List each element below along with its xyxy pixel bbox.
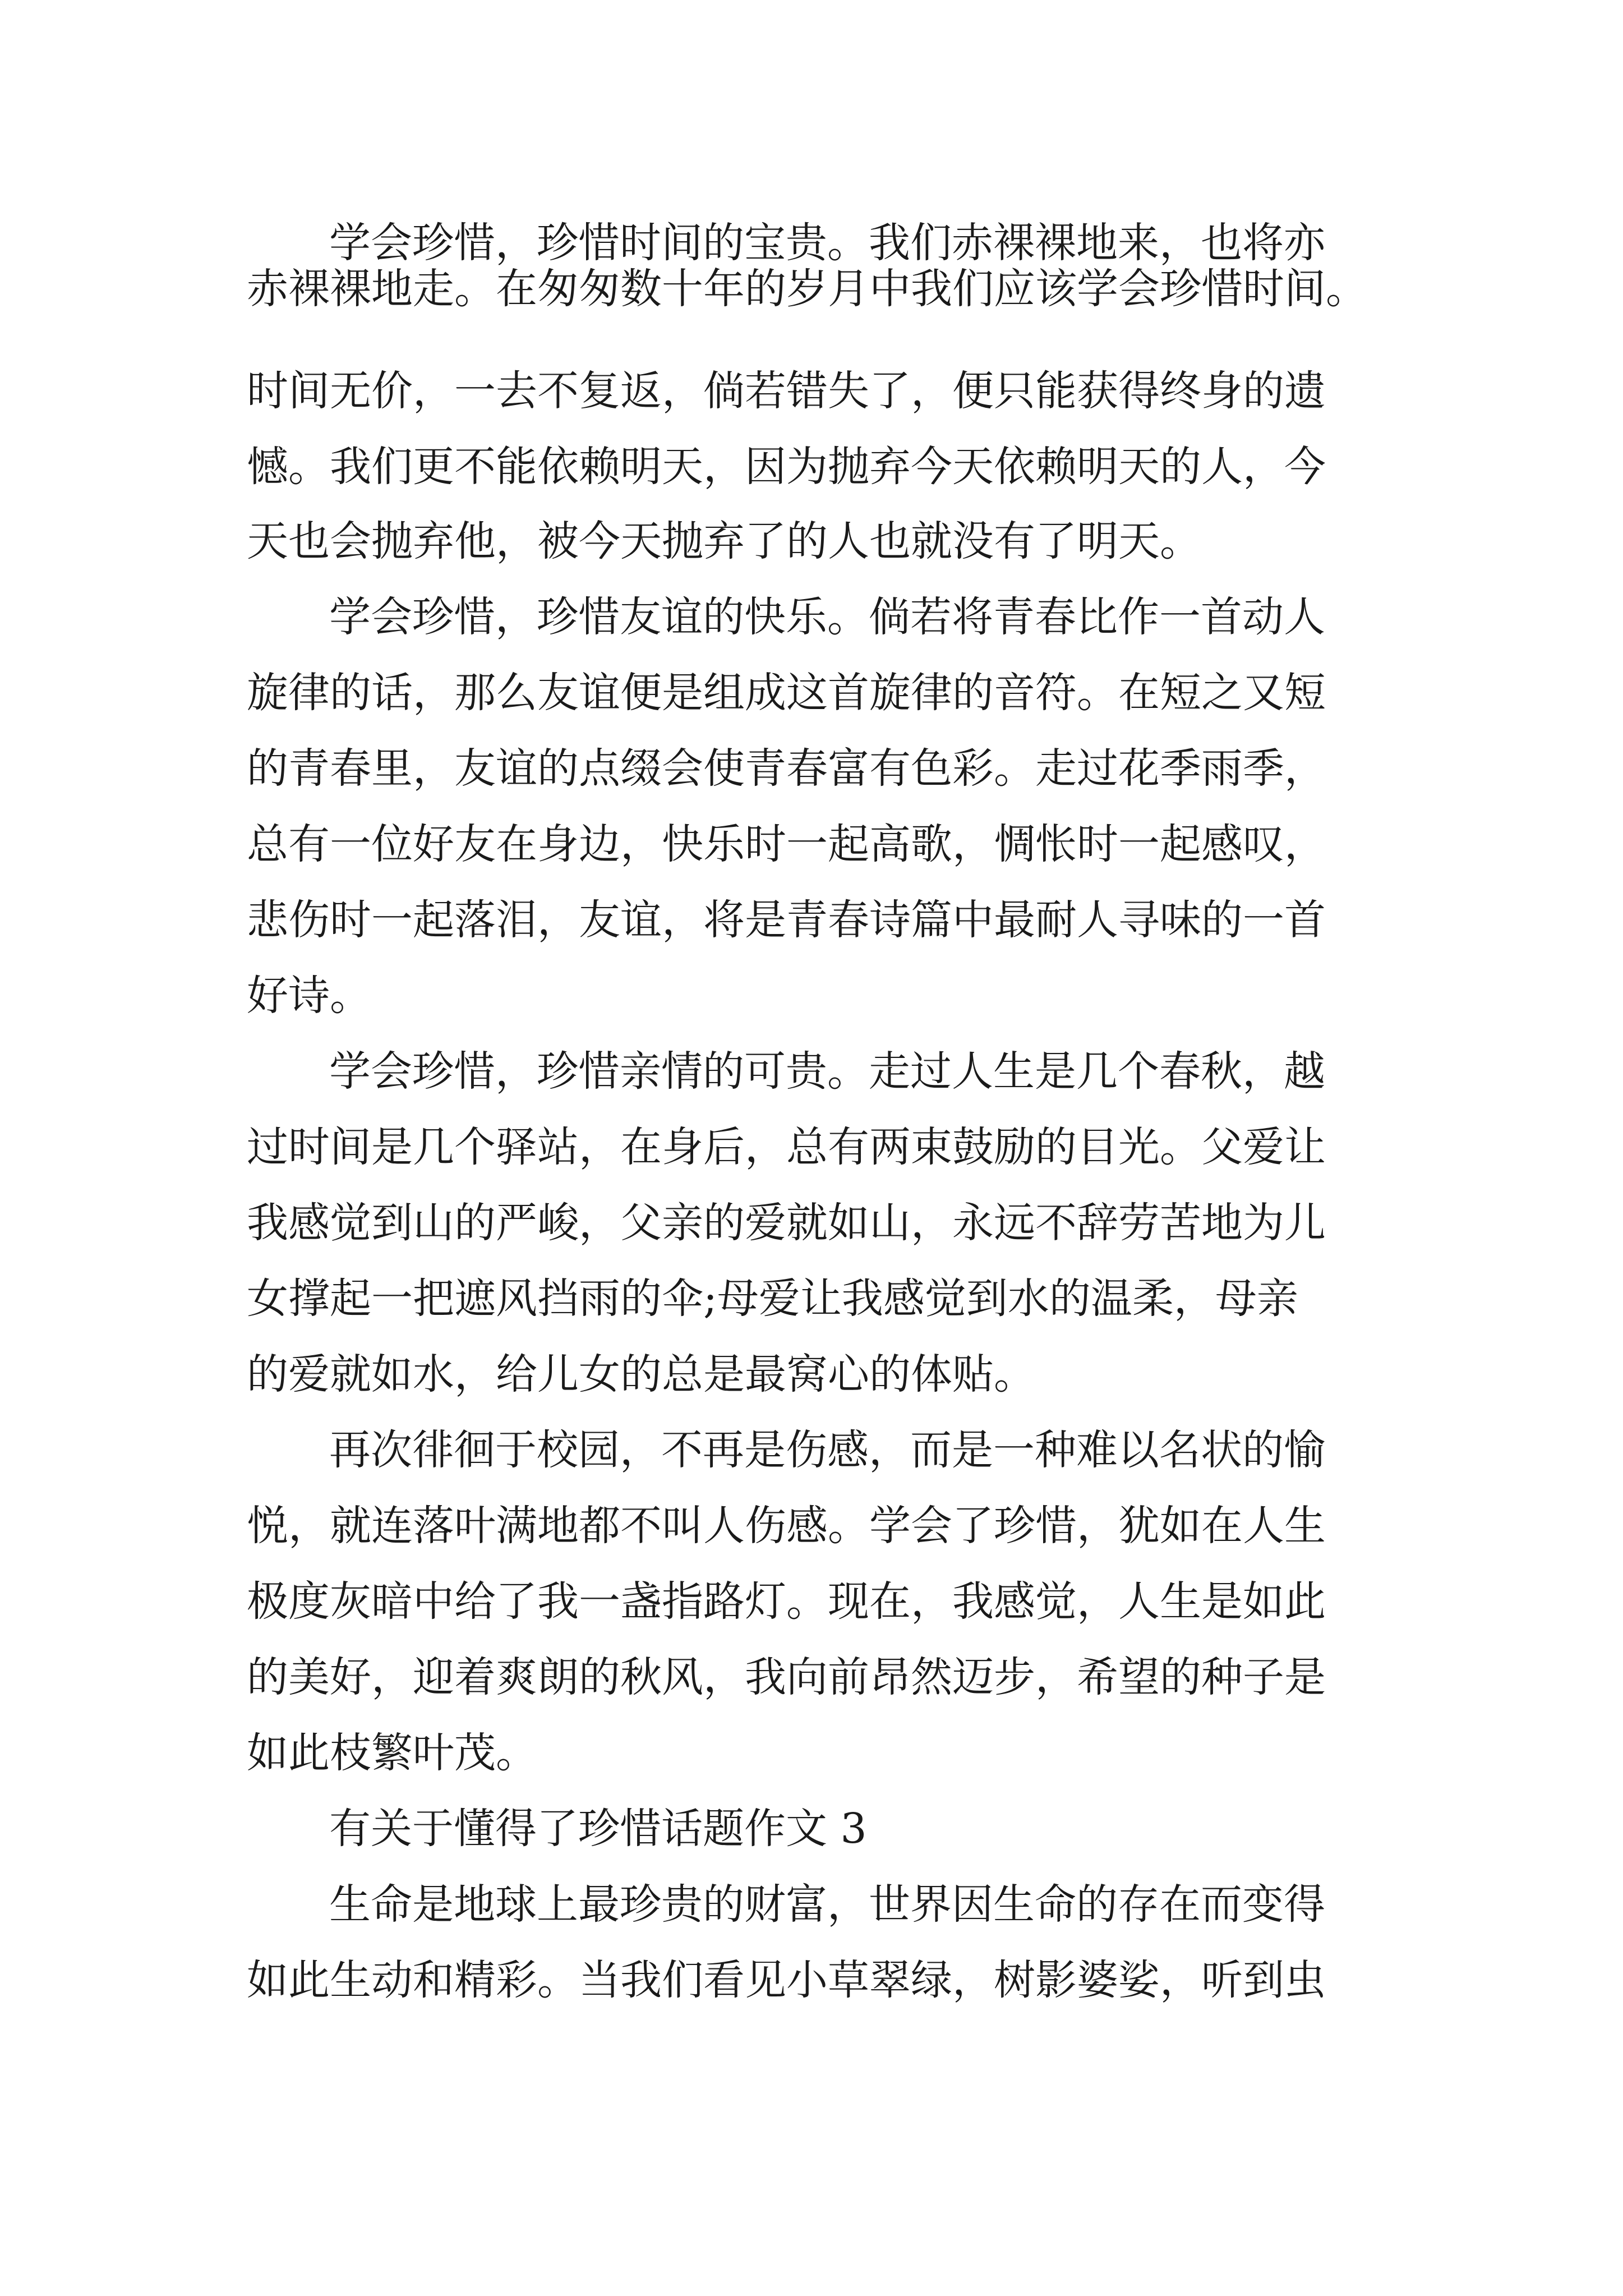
paragraph-2-line-5: 悲伤时一起落泪，友谊，将是青春诗篇中最耐人寻味的一首 <box>247 896 1326 944</box>
paragraph-2-line-6: 好诗。 <box>247 972 371 1020</box>
paragraph-1-line-4: 憾。我们更不能依赖明天，因为抛弃今天依赖明天的人，今 <box>247 443 1326 491</box>
paragraph-3-line-3: 我感觉到山的严峻，父亲的爱就如山，永远不辞劳苦地为儿 <box>247 1199 1326 1247</box>
paragraph-1-line-3: 时间无价，一去不复返，倘若错失了，便只能获得终身的遗 <box>247 367 1326 415</box>
paragraph-2-line-2: 旋律的话，那么友谊便是组成这首旋律的音符。在短之又短 <box>247 669 1326 717</box>
paragraph-5-line-2: 如此生动和精彩。当我们看见小草翠绿，树影婆娑，听到虫 <box>247 1956 1326 2004</box>
paragraph-4-line-4: 的美好，迎着爽朗的秋风，我向前昂然迈步，希望的种子是 <box>247 1653 1326 1701</box>
paragraph-1-line-1: 学会珍惜，珍惜时间的宝贵。我们赤裸裸地来，也将亦 <box>329 219 1325 267</box>
paragraph-3-line-5: 的爱就如水，给儿女的总是最窝心的体贴。 <box>247 1350 1035 1398</box>
section-heading: 有关于懂得了珍惜话题作文 3 <box>329 1805 867 1853</box>
paragraph-4-line-2: 悦，就连落叶满地都不叫人伤感。学会了珍惜，犹如在人生 <box>247 1502 1326 1550</box>
paragraph-3-line-2: 过时间是几个驿站，在身后，总有两束鼓励的目光。父爱让 <box>247 1123 1326 1171</box>
paragraph-2-line-4: 总有一位好友在身边，快乐时一起高歌，惆怅时一起感叹， <box>247 820 1326 868</box>
paragraph-4-line-5: 如此枝繁叶茂。 <box>247 1729 537 1777</box>
paragraph-3-line-1: 学会珍惜，珍惜亲情的可贵。走过人生是几个春秋，越 <box>329 1047 1325 1096</box>
paragraph-4-line-1: 再次徘徊于校园，不再是伤感，而是一种难以名状的愉 <box>329 1426 1325 1474</box>
paragraph-2-line-3: 的青春里，友谊的点缀会使青春富有色彩。走过花季雨季， <box>247 744 1326 793</box>
paragraph-5-line-1: 生命是地球上最珍贵的财富，世界因生命的存在而变得 <box>329 1880 1325 1929</box>
paragraph-1-line-2: 赤裸裸地走。在匆匆数十年的岁月中我们应该学会珍惜时间。 <box>247 265 1367 313</box>
paragraph-1-line-5: 天也会抛弃他，被今天抛弃了的人也就没有了明天。 <box>247 517 1201 565</box>
paragraph-3-line-4: 女撑起一把遮风挡雨的伞;母爱让我感觉到水的温柔，母亲 <box>247 1274 1298 1323</box>
paragraph-2-line-1: 学会珍惜，珍惜友谊的快乐。倘若将青春比作一首动人 <box>329 593 1325 641</box>
paragraph-4-line-3: 极度灰暗中给了我一盏指路灯。现在，我感觉，人生是如此 <box>247 1577 1326 1626</box>
